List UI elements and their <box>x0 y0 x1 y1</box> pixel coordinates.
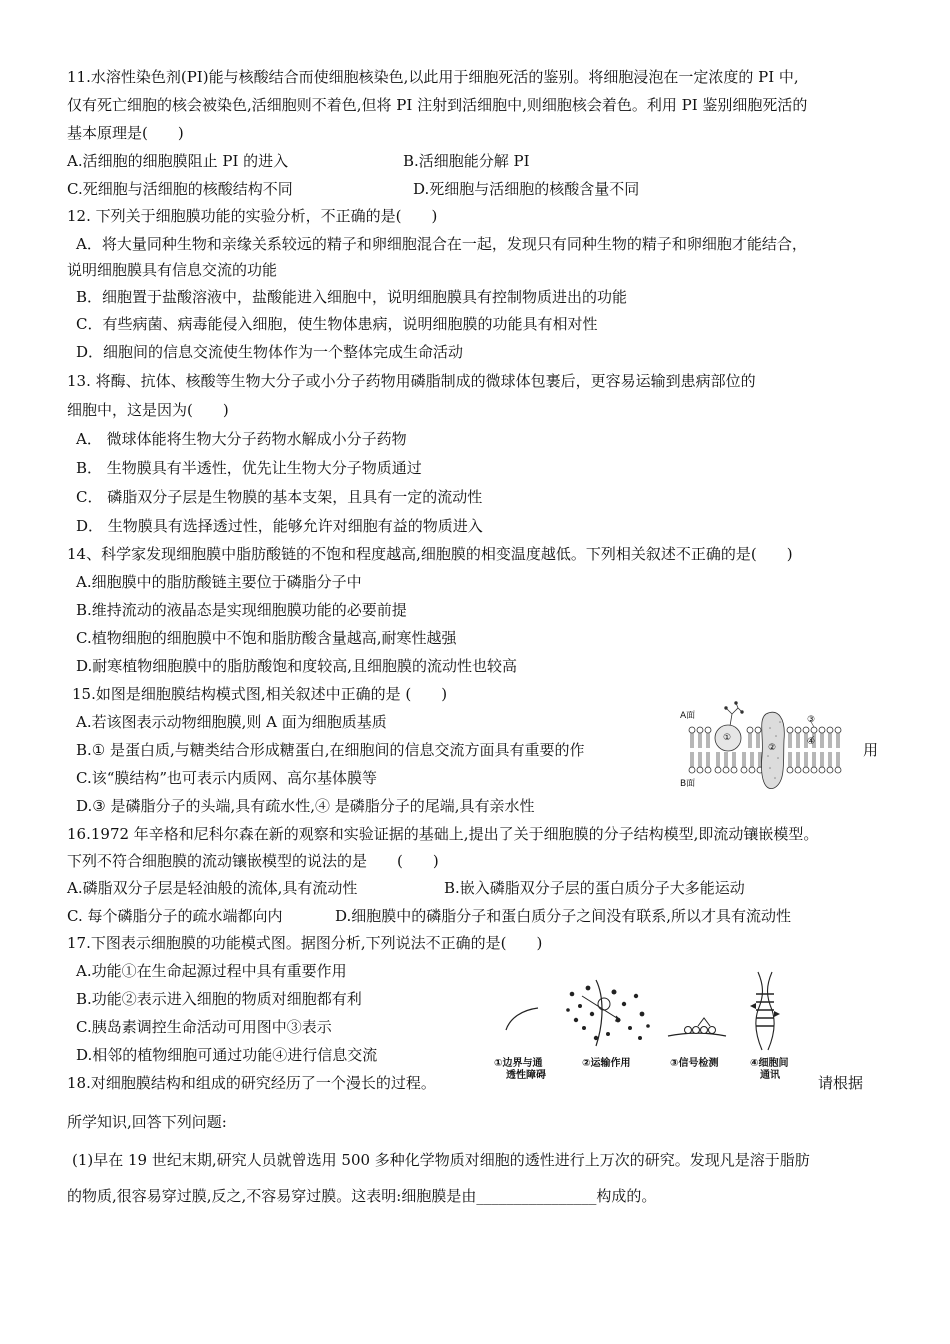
membrane-structure-figure <box>680 700 850 796</box>
q14-option-b: B.维持流动的液晶态是实现细胞膜功能的必要前提 <box>76 601 407 619</box>
q13-option-d: D． 生物膜具有选择透过性，能够允许对细胞有益的物质进入 <box>76 517 483 535</box>
q12-option-d: D．细胞间的信息交流使生物体作为一个整体完成生命活动 <box>76 343 464 361</box>
q18-part1-line1: (1)早在 19 世纪末期,研究人员就曾选用 500 多种化学物质对细胞的透性进行上万次的研究。发现凡是溶于脂肪 <box>72 1151 810 1169</box>
q16-stem-line2: 下列不符合细胞膜的流动镶嵌模型的说法的是 ( ) <box>67 852 439 870</box>
q13-option-a: A． 微球体能将生物大分子药物水解成小分子药物 <box>76 430 407 448</box>
q13-option-b: B． 生物膜具有半透性，优先让生物大分子物质通过 <box>76 459 422 477</box>
q18-part1-line2: 的物质,很容易穿过膜,反之,不容易穿过膜。这表明:细胞膜是由________________构成的。 <box>67 1187 657 1205</box>
membrane-diagram <box>680 700 850 796</box>
q16-option-c: C. 每个磷脂分子的疏水端都向内 <box>67 907 283 925</box>
q11-option-a: A.活细胞的细胞膜阻止 PI 的进入 <box>67 152 289 170</box>
q17-option-b: B.功能②表示进入细胞的物质对细胞都有利 <box>76 990 362 1008</box>
q15-option-c: C.该“膜结构”也可表示内质网、高尔基体膜等 <box>76 769 378 787</box>
q11-option-c: C.死细胞与活细胞的核酸结构不同 <box>67 180 293 198</box>
q18-stem-line2: 所学知识,回答下列问题: <box>67 1113 227 1131</box>
figure-label-3: ③ <box>807 715 816 725</box>
q15-option-d: D.③ 是磷脂分子的头端,具有疏水性,④ 是磷脂分子的尾端,具有亲水性 <box>76 797 535 815</box>
function-label-2: ②运输作用 <box>582 1058 631 1069</box>
glycoprotein-chain <box>726 703 742 726</box>
function-label-3: ③信号检测 <box>670 1058 719 1069</box>
q13-option-c: C． 磷脂双分子层是生物膜的基本支架，且具有一定的流动性 <box>76 488 483 506</box>
q17-option-d: D.相邻的植物细胞可通过功能④进行信息交流 <box>76 1046 378 1064</box>
q11-stem-line1: 11.水溶性染色剂(PI)能与核酸结合而使细胞核染色,以此用于细胞死活的鉴别。将细胞浸泡在一定浓度的 PI 中, <box>67 68 799 86</box>
q15-option-b-tail: 用 <box>863 741 879 759</box>
q12-stem: 12. 下列关于细胞膜功能的实验分析，不正确的是( ) <box>67 207 438 225</box>
figure-label-4: ④ <box>807 737 816 747</box>
membrane-function-figure <box>492 966 812 1086</box>
boundary-curve <box>506 1008 538 1030</box>
q12-option-b: B．细胞置于盐酸溶液中，盐酸能进入细胞中，说明细胞膜具有控制物质进出的功能 <box>76 288 628 306</box>
function-label-4a: ④细胞间 <box>750 1058 789 1069</box>
figure-side-b-label: B面 <box>680 779 696 789</box>
q14-option-c: C.植物细胞的细胞膜中不饱和脂肪酸含量越高,耐寒性越强 <box>76 629 457 647</box>
q11-option-d: D.死细胞与活细胞的核酸含量不同 <box>413 180 640 198</box>
q18-stem-tail: 请根据 <box>818 1074 864 1092</box>
cell-wall-right <box>768 972 775 1050</box>
figure-label-2: ② <box>768 743 777 753</box>
q12-option-a-line1: A．将大量同种生物和亲缘关系较远的精子和卵细胞混合在一起，发现只有同种生物的精子和卵细胞才能结合， <box>76 235 807 253</box>
q11-stem-line2: 仅有死亡细胞的核会被染色,活细胞则不着色,但将 PI 注射到活细胞中,则细胞核会着色。利用 PI 鉴别细胞死活的 <box>67 96 808 114</box>
q17-option-c: C.胰岛素调控生命活动可用图中③表示 <box>76 1018 332 1036</box>
figure-label-1: ① <box>723 733 732 743</box>
q14-stem: 14、科学家发现细胞膜中脂肪酸链的不饱和程度越高,细胞膜的相变温度越低。下列相关叙述不正确的是( ) <box>67 545 793 563</box>
function-label-1a: ①边界与通 <box>494 1058 543 1069</box>
q13-stem-line1: 13. 将酶、抗体、核酸等生物大分子或小分子药物用磷脂制成的微球体包裹后，更容易运输到患病部位的 <box>67 372 756 390</box>
figure-side-a-label: A面 <box>680 711 696 721</box>
q15-stem: 15.如图是细胞膜结构模式图,相关叙述中正确的是 ( ) <box>72 685 448 703</box>
function-diagram <box>492 966 812 1056</box>
q11-option-b: B.活细胞能分解 PI <box>403 152 530 170</box>
plasmodesmata <box>756 994 774 1026</box>
q18-stem: 18.对细胞膜结构和组成的研究经历了一个漫长的过程。 <box>67 1074 436 1092</box>
q17-stem: 17.下图表示细胞膜的功能模式图。据图分析,下列说法不正确的是( ) <box>67 934 543 952</box>
q17-option-a: A.功能①在生命起源过程中具有重要作用 <box>76 962 347 980</box>
q14-option-a: A.细胞膜中的脂肪酸链主要位于磷脂分子中 <box>76 573 362 591</box>
q12-option-a-line2: 说明细胞膜具有信息交流的功能 <box>67 261 278 279</box>
q13-stem-line2: 细胞中，这是因为( ) <box>67 401 229 419</box>
q16-option-d: D.细胞膜中的磷脂分子和蛋白质分子之间没有联系,所以才具有流动性 <box>335 907 792 925</box>
q15-option-b: B.① 是蛋白质,与糖类结合形成糖蛋白,在细胞间的信息交流方面具有重要的作 <box>76 741 585 759</box>
q16-option-a: A.磷脂双分子层是轻油般的流体,具有流动性 <box>67 879 358 897</box>
q14-option-d: D.耐寒植物细胞膜中的脂肪酸饱和度较高,且细胞膜的流动性也较高 <box>76 657 518 675</box>
q15-option-a: A.若该图表示动物细胞膜,则 A 面为细胞质基质 <box>76 713 387 731</box>
function-label-1b: 透性障碍 <box>506 1070 546 1081</box>
signal-receptors <box>685 1027 716 1034</box>
q16-stem-line1: 16.1972 年辛格和尼科尔森在新的观察和实验证据的基础上,提出了关于细胞膜的分子结构模型,即流动镶嵌模型。 <box>67 825 819 843</box>
q12-option-c: C．有些病菌、病毒能侵入细胞，使生物体患病，说明细胞膜的功能具有相对性 <box>76 315 598 333</box>
function-label-4b: 通讯 <box>760 1070 780 1081</box>
q11-stem-line3: 基本原理是( ) <box>67 124 184 142</box>
q16-option-b: B.嵌入磷脂双分子层的蛋白质分子大多能运动 <box>444 879 745 897</box>
cell-wall-left <box>756 972 763 1050</box>
